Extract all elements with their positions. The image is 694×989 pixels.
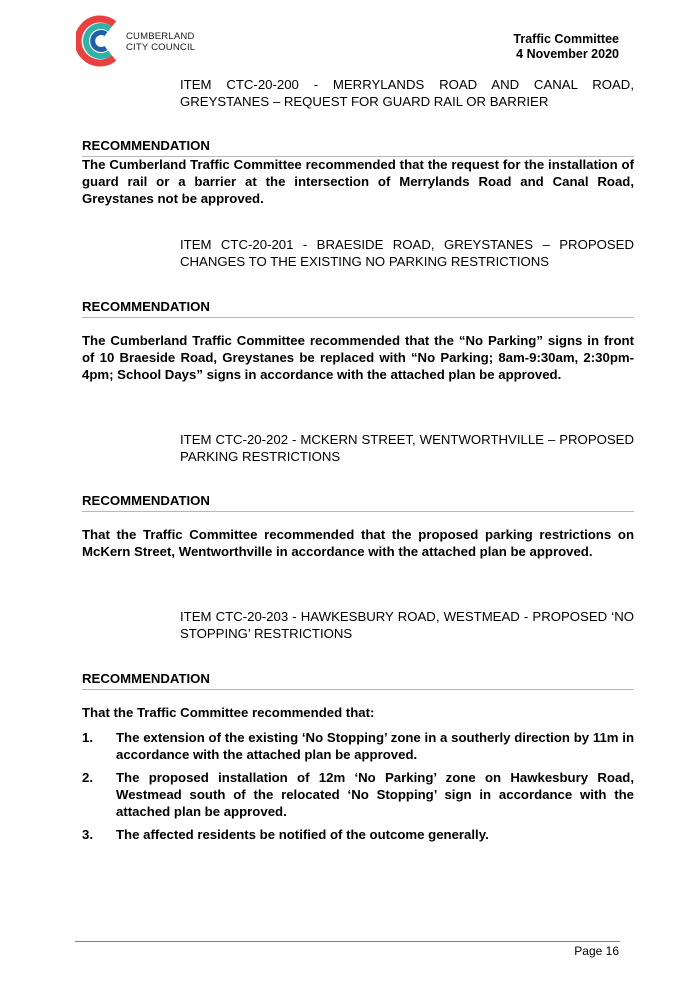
list-item (82, 769, 634, 820)
list-number: 3. (82, 827, 93, 842)
committee-name: Traffic Committee (513, 32, 619, 46)
item-title: ITEM CTC-20-200 - MERRYLANDS ROAD AND CANAL ROAD, GREYSTANES – REQUEST FOR GUARD RAIL OR BARRIER (180, 77, 634, 109)
recommendation-list (82, 729, 634, 849)
list-text: The affected residents be notified of the outcome generally. (116, 827, 489, 842)
list-number: 2. (82, 770, 93, 785)
recommendation-text: That the Traffic Committee recommended that: (82, 705, 375, 720)
recommendation-text: The Cumberland Traffic Committee recommended that the “No Parking” signs in front of 10 Braeside Road, Greystanes be replaced with “No Parking; 8am-9:30am, 2:30pm-4pm; School Days” signs in accordance with the attached plan be approved. (82, 333, 634, 382)
recommendation-heading: RECOMMENDATION (82, 671, 634, 690)
logo-line-1: CUMBERLAND (126, 31, 195, 42)
recommendation-heading: RECOMMENDATION (82, 138, 634, 157)
council-logo (76, 14, 206, 68)
cumberland-c-logo-icon (76, 14, 122, 68)
logo-line-2: CITY COUNCIL (126, 42, 196, 53)
list-text: The extension of the existing ‘No Stopping’ zone in a southerly direction by 11m in accordance with the attached plan be approved. (116, 730, 634, 762)
item-title: ITEM CTC-20-201 - BRAESIDE ROAD, GREYSTANES – PROPOSED CHANGES TO THE EXISTING NO PARKING RESTRICTIONS (180, 237, 634, 269)
footer-divider (75, 941, 620, 942)
recommendation-heading: RECOMMENDATION (82, 493, 634, 512)
item-title: ITEM CTC-20-203 - HAWKESBURY ROAD, WESTMEAD - PROPOSED ‘NO STOPPING’ RESTRICTIONS (180, 609, 634, 641)
list-number: 1. (82, 730, 93, 745)
item-title: ITEM CTC-20-202 - MCKERN STREET, WENTWORTHVILLE – PROPOSED PARKING RESTRICTIONS (180, 432, 634, 464)
recommendation-text: That the Traffic Committee recommended that the proposed parking restrictions on McKern Street, Wentworthville in accordance with the attached plan be approved. (82, 527, 634, 559)
list-item (82, 729, 634, 763)
page-number: Page 16 (574, 944, 619, 958)
recommendation-heading: RECOMMENDATION (82, 299, 634, 318)
list-item (82, 826, 634, 843)
meeting-date: 4 November 2020 (516, 47, 619, 61)
recommendation-text: The Cumberland Traffic Committee recommended that the request for the installation of guard rail or a barrier at the intersection of Merrylands Road and Canal Road, Greystanes not be approved. (82, 157, 634, 206)
logo-wordmark (126, 31, 195, 53)
list-text: The proposed installation of 12m ‘No Parking’ zone on Hawkesbury Road, Westmead south of the relocated ‘No Stopping’ sign in accordance with the attached plan be approved. (116, 770, 634, 819)
document-header (513, 32, 619, 62)
